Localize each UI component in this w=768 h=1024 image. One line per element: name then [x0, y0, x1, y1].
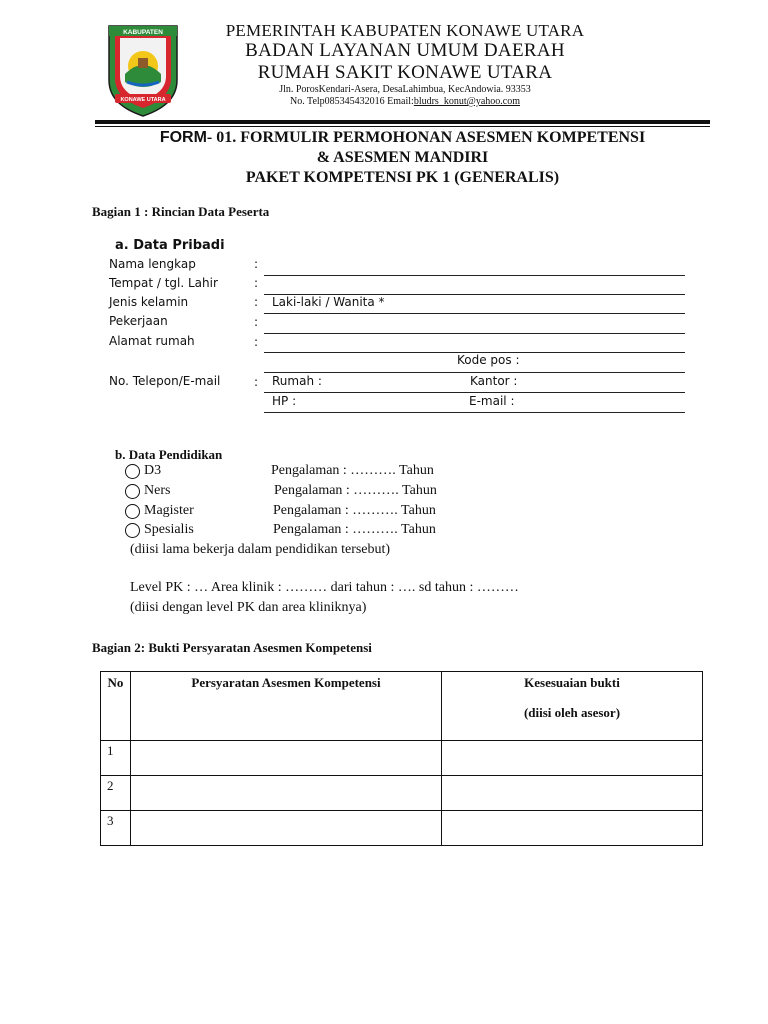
experience-spesialis: Pengalaman : ………. Tahun [273, 522, 436, 537]
form-title-line-3: PAKET KOMPETENSI PK 1 (GENERALIS) [245, 169, 560, 186]
education-note: (diisi lama bekerja dalam pendidikan tersebut) [130, 542, 391, 557]
experience-d3: Pengalaman : ………. Tahun [271, 463, 434, 478]
gender-options[interactable]: Laki-laki / Wanita * [272, 295, 385, 309]
header-evidence-note: (diisi oleh asesor) [523, 705, 621, 720]
table-row [101, 811, 703, 846]
field-label-alamat: Alamat rumah [109, 334, 195, 348]
header-no: No [101, 672, 131, 741]
field-label-pekerjaan: Pekerjaan [109, 314, 168, 328]
form-word: FORM [159, 129, 207, 146]
nama-input-line[interactable] [264, 275, 685, 276]
hospital-name: RUMAH SAKIT KONAWE UTARA [257, 62, 553, 83]
hp-label: HP : [272, 394, 297, 408]
field-label-jenis-kelamin: Jenis kelamin [109, 295, 189, 309]
requirements-table [100, 671, 703, 846]
experience-magister: Pengalaman : ………. Tahun [273, 503, 436, 518]
evidence-cell[interactable] [442, 811, 703, 846]
level-pk-note: (diisi dengan level PK dan area kliniknya) [130, 600, 367, 615]
form-title-line-2: & ASESMEN MANDIRI [316, 149, 489, 166]
header-evidence [442, 672, 703, 741]
agency-name: BADAN LAYANAN UMUM DAERAH [245, 40, 565, 61]
field-colon: : [254, 295, 259, 309]
form-title-line-1 [95, 128, 710, 148]
education-level-ners: Ners [144, 483, 171, 498]
logo-top-text: KABUPATEN [123, 29, 163, 36]
field-colon: : [254, 375, 259, 389]
field-colon: : [254, 276, 259, 290]
header-requirement: Persyaratan Asesmen Kompetensi [131, 672, 442, 741]
requirement-cell[interactable] [131, 811, 442, 846]
contact-line [195, 96, 615, 108]
telepon-line[interactable] [264, 392, 685, 393]
email-link[interactable]: bludrs_konut@yahoo.com [413, 96, 520, 107]
letterhead [195, 21, 615, 108]
experience-ners: Pengalaman : ………. Tahun [274, 483, 437, 498]
evidence-cell[interactable] [442, 741, 703, 776]
kantor-label: Kantor : [470, 374, 518, 388]
radio-d3[interactable] [125, 464, 140, 479]
pekerjaan-input-line[interactable] [264, 333, 685, 334]
hospital-address: Jln. PorosKendari-Asera, DesaLahimbua, KecAndowia. 93353 [279, 84, 531, 95]
table-row [101, 741, 703, 776]
table-header-row [101, 672, 703, 741]
rumah-label: Rumah : [272, 374, 322, 388]
field-colon: : [254, 335, 259, 349]
field-label-tempat-lahir: Tempat / tgl. Lahir [109, 276, 218, 290]
section-2-title: Bagian 2: Bukti Persyaratan Asesmen Kompetensi [92, 640, 372, 655]
requirement-cell[interactable] [131, 741, 442, 776]
letterhead-rule-thin [95, 126, 710, 127]
level-pk-line[interactable]: Level PK : … Area klinik : ……… dari tahun : …. sd tahun : ……… [130, 580, 519, 595]
field-colon: : [254, 315, 259, 329]
table-row [101, 776, 703, 811]
subsection-a-title: a. Data Pribadi [115, 238, 225, 253]
section-1-title: Bagian 1 : Rincian Data Peserta [92, 204, 270, 219]
education-level-spesialis: Spesialis [144, 522, 194, 537]
letterhead-rule-thick [95, 120, 710, 124]
jenis-kelamin-input-line [264, 313, 685, 314]
radio-spesialis[interactable] [125, 523, 140, 538]
field-label-nama: Nama lengkap [109, 257, 196, 271]
evidence-cell[interactable] [442, 776, 703, 811]
government-name: PEMERINTAH KABUPATEN KONAWE UTARA [225, 21, 585, 40]
header-evidence-title: Kesesuaian bukti [524, 675, 620, 690]
alamat-line-2[interactable] [264, 372, 685, 373]
hp-email-line[interactable] [264, 412, 685, 413]
kode-pos-label: Kode pos : [457, 353, 520, 367]
requirement-cell[interactable] [131, 776, 442, 811]
field-label-telepon-email: No. Telepon/E-mail [109, 374, 221, 388]
row-number: 3 [101, 811, 131, 846]
logo-bottom-text: KONAWE UTARA [120, 97, 166, 103]
phone-text: No. Telp085345432016 Email: [290, 96, 414, 107]
email-label: E-mail : [469, 394, 515, 408]
form-title [95, 128, 710, 188]
education-level-d3: D3 [144, 463, 162, 478]
radio-ners[interactable] [125, 484, 140, 499]
education-level-magister: Magister [144, 503, 194, 518]
radio-magister[interactable] [125, 504, 140, 519]
subsection-b-title: b. Data Pendidikan [115, 447, 223, 462]
kabupaten-konawe-utara-logo [103, 22, 183, 118]
row-number: 1 [101, 741, 131, 776]
form-title-line-1-rest: - 01. FORMULIR PERMOHONAN ASESMEN KOMPETENSI [206, 129, 646, 146]
row-number: 2 [101, 776, 131, 811]
field-colon: : [254, 257, 259, 271]
